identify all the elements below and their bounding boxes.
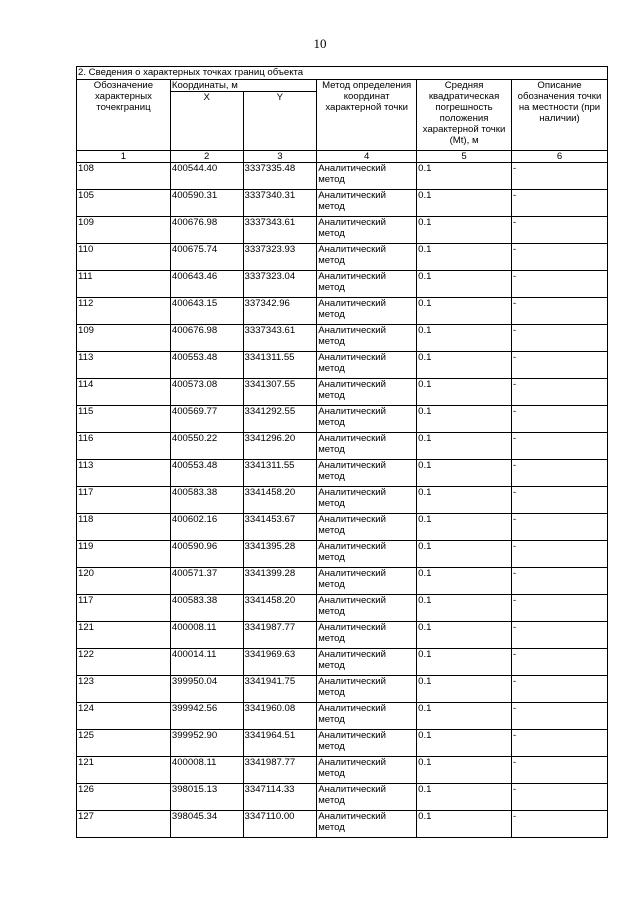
cell-point-id: 112 <box>77 298 171 325</box>
cell-description: - <box>512 433 608 460</box>
header-mean-square-error: Средняя квадратическая погрешность положения характерной точки (Mt), м <box>417 80 512 151</box>
cell-x: 400550.22 <box>170 433 243 460</box>
cell-y: 3341399.28 <box>243 568 317 595</box>
cell-description: - <box>512 244 608 271</box>
cell-point-id: 119 <box>77 541 171 568</box>
cell-y: 3341395.28 <box>243 541 317 568</box>
cell-x: 398045.34 <box>170 811 243 838</box>
cell-description: - <box>512 298 608 325</box>
cell-y: 3341987.77 <box>243 757 317 784</box>
table-row <box>77 298 608 325</box>
cell-method: Аналитический метод <box>317 595 417 622</box>
cell-mt: 0.1 <box>417 649 512 676</box>
table-row <box>77 568 608 595</box>
cell-method: Аналитический метод <box>317 271 417 298</box>
cell-y: 3337343.61 <box>243 217 317 244</box>
cell-description: - <box>512 622 608 649</box>
cell-description: - <box>512 460 608 487</box>
cell-mt: 0.1 <box>417 784 512 811</box>
cell-y: 3337335.48 <box>243 163 317 190</box>
cell-description: - <box>512 703 608 730</box>
table-row <box>77 406 608 433</box>
cell-point-id: 116 <box>77 433 171 460</box>
cell-y: 3341987.77 <box>243 622 317 649</box>
cell-method: Аналитический метод <box>317 568 417 595</box>
header-y: Y <box>243 92 317 151</box>
cell-y: 3341960.08 <box>243 703 317 730</box>
header-x: X <box>170 92 243 151</box>
cell-description: - <box>512 379 608 406</box>
cell-y: 3347114.33 <box>243 784 317 811</box>
cell-x: 400573.08 <box>170 379 243 406</box>
column-numbers-row <box>77 151 608 163</box>
cell-method: Аналитический метод <box>317 757 417 784</box>
cell-description: - <box>512 190 608 217</box>
cell-description: - <box>512 217 608 244</box>
cell-point-id: 113 <box>77 352 171 379</box>
cell-method: Аналитический метод <box>317 811 417 838</box>
cell-method: Аналитический метод <box>317 352 417 379</box>
column-number: 1 <box>77 151 171 163</box>
cell-mt: 0.1 <box>417 730 512 757</box>
cell-point-id: 115 <box>77 406 171 433</box>
cell-mt: 0.1 <box>417 595 512 622</box>
cell-mt: 0.1 <box>417 460 512 487</box>
cell-y: 3341969.63 <box>243 649 317 676</box>
cell-x: 400544.40 <box>170 163 243 190</box>
column-number: 4 <box>317 151 417 163</box>
cell-point-id: 110 <box>77 244 171 271</box>
cell-point-id: 108 <box>77 163 171 190</box>
cell-mt: 0.1 <box>417 514 512 541</box>
cell-method: Аналитический метод <box>317 622 417 649</box>
cell-x: 399950.04 <box>170 676 243 703</box>
table-row <box>77 703 608 730</box>
table-row <box>77 271 608 298</box>
cell-mt: 0.1 <box>417 217 512 244</box>
cell-description: - <box>512 487 608 514</box>
cell-y: 3341307.55 <box>243 379 317 406</box>
table-row <box>77 541 608 568</box>
cell-method: Аналитический метод <box>317 163 417 190</box>
column-number: 6 <box>512 151 608 163</box>
cell-mt: 0.1 <box>417 271 512 298</box>
cell-x: 400643.46 <box>170 271 243 298</box>
cell-x: 400008.11 <box>170 757 243 784</box>
cell-mt: 0.1 <box>417 163 512 190</box>
table-row <box>77 811 608 838</box>
cell-point-id: 118 <box>77 514 171 541</box>
cell-description: - <box>512 406 608 433</box>
cell-method: Аналитический метод <box>317 676 417 703</box>
cell-method: Аналитический метод <box>317 541 417 568</box>
cell-point-id: 109 <box>77 325 171 352</box>
cell-x: 400583.38 <box>170 595 243 622</box>
cell-description: - <box>512 595 608 622</box>
cell-x: 400569.77 <box>170 406 243 433</box>
cell-y: 3337340.31 <box>243 190 317 217</box>
header-point-description: Описание обозначения точки на местности (при наличии) <box>512 80 608 151</box>
cell-method: Аналитический метод <box>317 379 417 406</box>
cell-y: 3337323.04 <box>243 271 317 298</box>
cell-x: 400014.11 <box>170 649 243 676</box>
cell-description: - <box>512 811 608 838</box>
cell-x: 400553.48 <box>170 352 243 379</box>
cell-point-id: 123 <box>77 676 171 703</box>
cell-y: 3341292.55 <box>243 406 317 433</box>
cell-mt: 0.1 <box>417 298 512 325</box>
table-row <box>77 325 608 352</box>
cell-point-id: 126 <box>77 784 171 811</box>
cell-x: 398015.13 <box>170 784 243 811</box>
cell-description: - <box>512 676 608 703</box>
cell-method: Аналитический метод <box>317 460 417 487</box>
cell-mt: 0.1 <box>417 352 512 379</box>
table-row <box>77 649 608 676</box>
cell-x: 400590.31 <box>170 190 243 217</box>
cell-y: 3347110.00 <box>243 811 317 838</box>
table-row <box>77 244 608 271</box>
cell-point-id: 117 <box>77 595 171 622</box>
table-row <box>77 622 608 649</box>
header-coordinates: Координаты, м <box>170 80 316 92</box>
cell-y: 3337343.61 <box>243 325 317 352</box>
cell-description: - <box>512 568 608 595</box>
cell-point-id: 127 <box>77 811 171 838</box>
cell-point-id: 113 <box>77 460 171 487</box>
boundary-points-table <box>76 66 608 838</box>
cell-description: - <box>512 784 608 811</box>
header-method: Метод определения координат характерной точки <box>317 80 417 151</box>
cell-point-id: 120 <box>77 568 171 595</box>
table-row <box>77 433 608 460</box>
cell-mt: 0.1 <box>417 433 512 460</box>
cell-x: 400676.98 <box>170 325 243 352</box>
cell-mt: 0.1 <box>417 190 512 217</box>
cell-description: - <box>512 514 608 541</box>
table-row <box>77 757 608 784</box>
cell-mt: 0.1 <box>417 406 512 433</box>
cell-description: - <box>512 757 608 784</box>
cell-y: 337342.96 <box>243 298 317 325</box>
cell-point-id: 114 <box>77 379 171 406</box>
cell-method: Аналитический метод <box>317 649 417 676</box>
column-number: 2 <box>170 151 243 163</box>
cell-mt: 0.1 <box>417 244 512 271</box>
table-row <box>77 352 608 379</box>
cell-method: Аналитический метод <box>317 406 417 433</box>
cell-y: 3337323.93 <box>243 244 317 271</box>
cell-mt: 0.1 <box>417 676 512 703</box>
cell-y: 3341311.55 <box>243 352 317 379</box>
cell-x: 400553.48 <box>170 460 243 487</box>
cell-y: 3341458.20 <box>243 595 317 622</box>
cell-point-id: 109 <box>77 217 171 244</box>
cell-method: Аналитический метод <box>317 433 417 460</box>
cell-point-id: 121 <box>77 622 171 649</box>
table-row <box>77 379 608 406</box>
cell-method: Аналитический метод <box>317 190 417 217</box>
table-row <box>77 595 608 622</box>
cell-description: - <box>512 325 608 352</box>
cell-mt: 0.1 <box>417 379 512 406</box>
cell-mt: 0.1 <box>417 811 512 838</box>
cell-description: - <box>512 352 608 379</box>
cell-method: Аналитический метод <box>317 298 417 325</box>
cell-method: Аналитический метод <box>317 514 417 541</box>
cell-y: 3341311.55 <box>243 460 317 487</box>
column-number: 3 <box>243 151 317 163</box>
cell-point-id: 117 <box>77 487 171 514</box>
cell-method: Аналитический метод <box>317 325 417 352</box>
cell-x: 400643.15 <box>170 298 243 325</box>
cell-x: 400008.11 <box>170 622 243 649</box>
cell-method: Аналитический метод <box>317 703 417 730</box>
cell-description: - <box>512 541 608 568</box>
cell-mt: 0.1 <box>417 703 512 730</box>
header-point-designation: Обозначение характерных точекграниц <box>77 80 171 151</box>
cell-mt: 0.1 <box>417 568 512 595</box>
column-number: 5 <box>417 151 512 163</box>
cell-mt: 0.1 <box>417 757 512 784</box>
cell-description: - <box>512 730 608 757</box>
table-row <box>77 730 608 757</box>
cell-x: 400583.38 <box>170 487 243 514</box>
cell-y: 3341964.51 <box>243 730 317 757</box>
cell-x: 399952.90 <box>170 730 243 757</box>
cell-x: 400590.96 <box>170 541 243 568</box>
cell-x: 400571.37 <box>170 568 243 595</box>
table-row <box>77 460 608 487</box>
table-row <box>77 784 608 811</box>
cell-point-id: 125 <box>77 730 171 757</box>
cell-x: 400675.74 <box>170 244 243 271</box>
table-row <box>77 676 608 703</box>
cell-point-id: 111 <box>77 271 171 298</box>
cell-y: 3341453.67 <box>243 514 317 541</box>
table-row <box>77 190 608 217</box>
cell-description: - <box>512 649 608 676</box>
cell-y: 3341296.20 <box>243 433 317 460</box>
cell-method: Аналитический метод <box>317 784 417 811</box>
cell-point-id: 124 <box>77 703 171 730</box>
cell-description: - <box>512 163 608 190</box>
cell-method: Аналитический метод <box>317 730 417 757</box>
cell-point-id: 121 <box>77 757 171 784</box>
cell-point-id: 105 <box>77 190 171 217</box>
page-number: 10 <box>313 36 327 51</box>
cell-method: Аналитический метод <box>317 487 417 514</box>
cell-x: 400602.16 <box>170 514 243 541</box>
cell-point-id: 122 <box>77 649 171 676</box>
cell-mt: 0.1 <box>417 487 512 514</box>
cell-mt: 0.1 <box>417 325 512 352</box>
cell-mt: 0.1 <box>417 541 512 568</box>
cell-method: Аналитический метод <box>317 217 417 244</box>
cell-x: 399942.56 <box>170 703 243 730</box>
cell-y: 3341941.75 <box>243 676 317 703</box>
cell-method: Аналитический метод <box>317 244 417 271</box>
cell-mt: 0.1 <box>417 622 512 649</box>
cell-x: 400676.98 <box>170 217 243 244</box>
table-row <box>77 163 608 190</box>
table-row <box>77 217 608 244</box>
table-row <box>77 487 608 514</box>
cell-description: - <box>512 271 608 298</box>
section-title: 2. Сведения о характерных точках границ объекта <box>77 67 608 80</box>
table-row <box>77 514 608 541</box>
table-body <box>77 163 608 838</box>
cell-y: 3341458.20 <box>243 487 317 514</box>
